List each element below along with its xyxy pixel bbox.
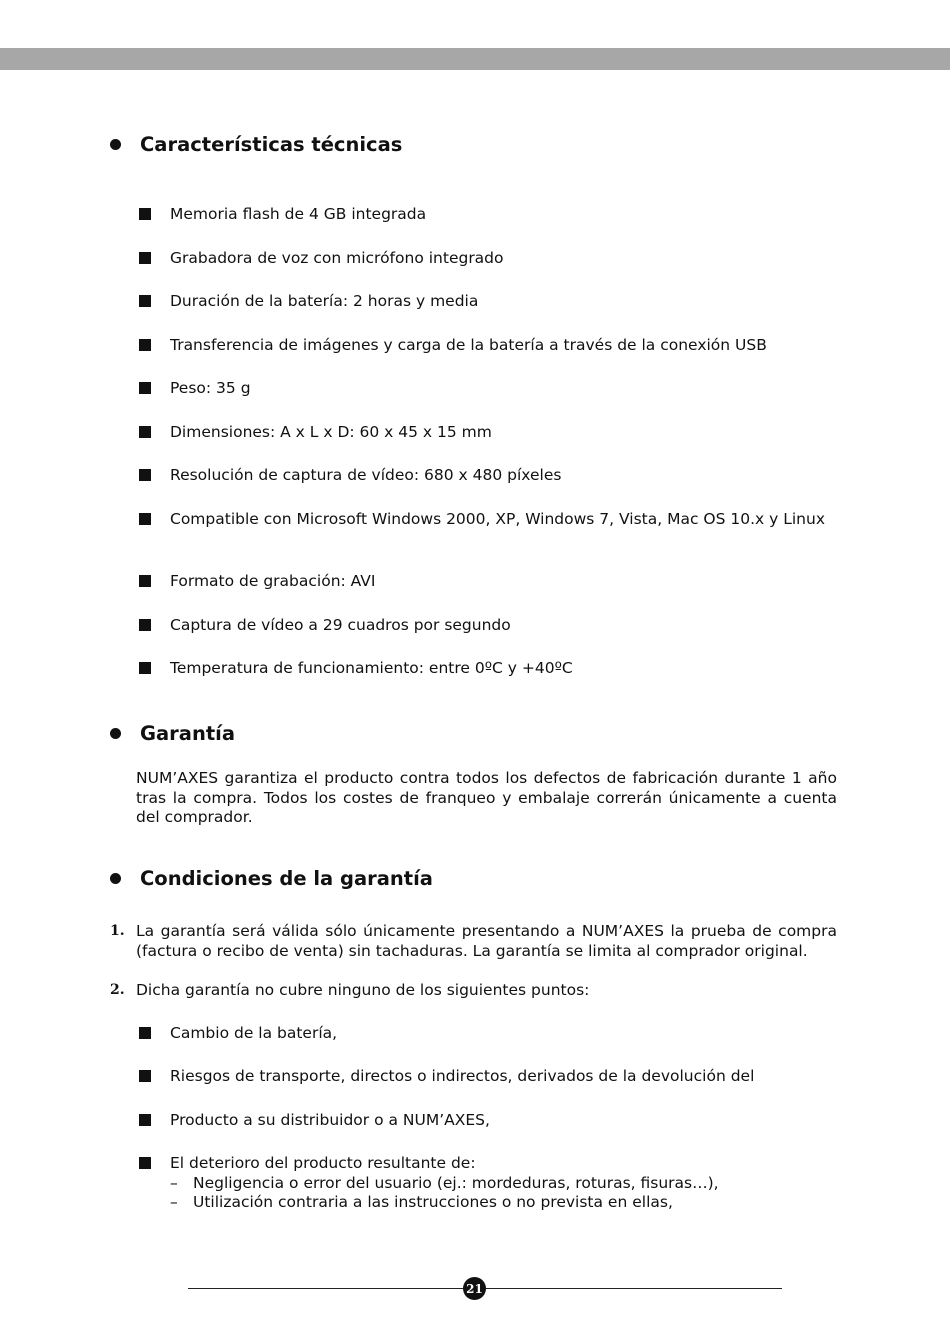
- square-bullet-icon: [139, 1157, 151, 1169]
- section-heading-warranty: [110, 722, 235, 745]
- square-bullet-icon: [139, 382, 151, 394]
- sub-list-item: – Utilización contraria a las instrucciones o no prevista en ellas,: [170, 1193, 673, 1211]
- section-title: Condiciones de la garantía: [140, 867, 433, 890]
- item-text: Dicha garantía no cubre ninguno de los siguientes puntos:: [136, 981, 590, 999]
- square-bullet-icon: [139, 469, 151, 481]
- square-bullet-icon: [139, 339, 151, 351]
- sub-list-item: – Negligencia o error del usuario (ej.: mordeduras, roturas, fisuras…),: [170, 1173, 719, 1192]
- item-number: 2.: [110, 982, 125, 998]
- section-title: Garantía: [140, 722, 235, 745]
- warranty-paragraph: NUM’AXES garantiza el producto contra todos los defectos de fabricación durante 1 año tras la compra. Todos los costes de franqueo y embalaje correrán únicamente a cuenta del comprador.: [136, 769, 837, 826]
- item-number: 1.: [110, 923, 125, 939]
- page-number: 21: [463, 1277, 486, 1300]
- square-bullet-icon: [139, 513, 151, 525]
- square-bullet-icon: [139, 208, 151, 220]
- square-bullet-icon: [139, 575, 151, 587]
- footer-rule-right: [486, 1288, 782, 1289]
- square-bullet-icon: [139, 1027, 151, 1039]
- square-bullet-icon: [139, 252, 151, 264]
- square-bullet-icon: [139, 662, 151, 674]
- square-bullet-icon: [139, 1070, 151, 1082]
- section-heading-specs: [110, 133, 402, 156]
- header-bar: [0, 48, 950, 70]
- section-title: Características técnicas: [140, 133, 403, 156]
- bullet-dot-icon: [110, 873, 121, 884]
- bullet-dot-icon: [110, 139, 121, 150]
- square-bullet-icon: [139, 1114, 151, 1126]
- square-bullet-icon: [139, 619, 151, 631]
- footer-rule-left: [188, 1288, 463, 1289]
- item-text: La garantía será válida sólo únicamente presentando a NUM’AXES la prueba de compra (factura o recibo de venta) sin tachaduras. La garantía se limita al comprador original.: [136, 922, 837, 960]
- section-heading-conditions: [110, 867, 433, 890]
- bullet-dot-icon: [110, 728, 121, 739]
- square-bullet-icon: [139, 426, 151, 438]
- square-bullet-icon: [139, 295, 151, 307]
